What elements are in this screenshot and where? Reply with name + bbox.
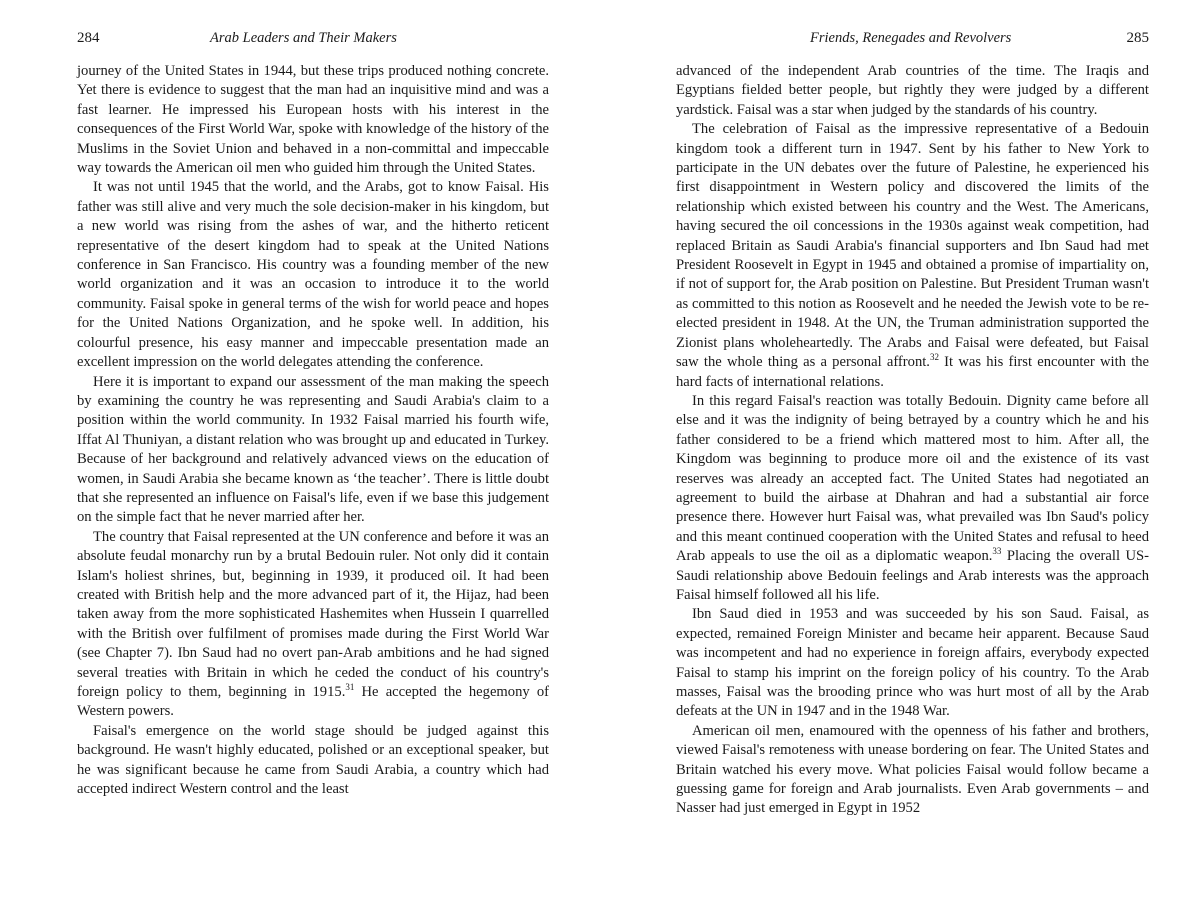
paragraph: Ibn Saud died in 1953 and was succeeded by his son Saud. Faisal, as expected, remained Foreign Minister and became heir apparent. Because Saud was incompetent and had no experience in foreign affairs, everybody expected Faisal to stamp his imprint on the foreign policy of his country. To the Arab masses, Faisal was the brooding prince who was hurt most of all by the Arab defeats at the UN in 1947 and in the 1948 War. bbox=[676, 606, 1149, 720]
footnote-ref: 31 bbox=[345, 682, 355, 693]
paragraph: advanced of the independent Arab countries of the time. The Iraqis and Egyptians fielded better people, but rightly they were judged by a different yardstick. Faisal was a star when judged by the standards of his country. bbox=[676, 63, 1149, 118]
paragraph: Faisal's emergence on the world stage should be judged against this background. He wasn't highly educated, polished or an exceptional speaker, but he was significant because he came from Saudi Arabia, a country which had accepted indirect Western control and the least bbox=[77, 722, 549, 798]
left-page bbox=[77, 0, 549, 898]
paragraph: It was not until 1945 that the world, and the Arabs, got to know Faisal. His father was still alive and very much the sole decision-maker in his kingdom, but a new world was rising from the ashes of war, and the hitherto reticent representative of the desert kingdom had to speak at the United Nations conference in San Francisco. His country was a founding member of the new world organization and it was an occasion to introduce it to the world community. Faisal spoke in general terms of the wish for world peace and hopes for the United Nations Organization, and he spoke well. In addition, his colourful presence, his easy manner and impeccable presentation made an excellent impression on the world delegates attending the conference. bbox=[77, 179, 549, 371]
left-page-number: 284 bbox=[77, 30, 100, 46]
paragraph: American oil men, enamoured with the openness of his father and brothers, viewed Faisal's remoteness with unease bordering on fear. The United States and Britain watched his every move. What policies Faisal would follow became a guessing game for foreign and Arab journalists. Even Arab governments – and Nasser had just emerged in Egypt in 1952 bbox=[676, 722, 1149, 817]
left-running-head bbox=[77, 28, 549, 48]
right-page bbox=[676, 0, 1149, 898]
footnote-ref: 32 bbox=[929, 352, 939, 363]
right-running-head bbox=[676, 28, 1149, 48]
right-page-body bbox=[676, 62, 1149, 819]
paragraph: journey of the United States in 1944, but these trips produced nothing concrete. Yet there is evidence to suggest that the man had an inquisitive mind and was a fast learner. He impressed his European hosts with his interest in the consequences of the First World War, spoke with knowledge of the history of the Muslims in the Soviet Union and behaved in a non-committal and impeccable way towards the American oil men who guided him through the United States. bbox=[77, 63, 549, 177]
right-page-number: 285 bbox=[1126, 30, 1149, 46]
left-running-title: Arab Leaders and Their Makers bbox=[210, 30, 397, 46]
left-page-body bbox=[77, 62, 549, 799]
right-running-title: Friends, Renegades and Revolvers bbox=[810, 30, 1012, 46]
footnote-ref: 33 bbox=[992, 546, 1002, 557]
paragraph: The country that Faisal represented at the UN conference and before it was an absolute feudal monarchy run by a brutal Bedouin ruler. Not only did it contain Islam's holiest shrines, but, beginning in 1939, it produced oil. It had been created with British help and the more advanced part of it, the Hijaz, had been taken away from the more sophisticated Hashemites when Hussein I quarrelled with the British over fulfilment of promises made during the First World War (see Chapter 7). Ibn Saud had no overt pan-Arab ambitions and he had signed several treaties with Britain in which he ceded the conduct of his country's foreign policy to them, beginning in 1915.31 He accepted the hegemony of Western powers. bbox=[77, 528, 549, 720]
paragraph: The celebration of Faisal as the impressive representative of a Bedouin kingdom took a different turn in 1947. Sent by his father to New York to participate in the UN debates over the future of Palestine, he experienced his first disappointment in Western policy and discovered the limits of the relationship which existed between his country and the West. The Americans, having secured the oil concessions in the 1930s against weak competition, had replaced Britain as Saudi Arabia's financial supporters and Ibn Saud had met President Roosevelt in Egypt in 1945 and obtained a promise of impartiality on, if not of support for, the Arab position on Palestine. But President Truman wasn't as committed to this notion as Roosevelt and he needed the Jewish vote to be re-elected president in 1948. At the UN, the Truman administration supported the Zionist plans wholeheartedly. The Arabs and Faisal were defeated, but Faisal saw the whole thing as a personal affront.$^{32}$ It was his first encounter with the hard facts of international relations. bbox=[676, 121, 1149, 390]
paragraph: Here it is important to expand our assessment of the man making the speech by examining the country he was representing and Saudi Arabia's claim to a position within the world community. In 1932 Faisal married his fourth wife, Iffat Al Thuniyan, a distant relation who was brought up and educated in Turkey. Because of her background and relatively advanced views on the education of women, in Saudi Arabia she became known as ‘the teacher’. There is little doubt that she represented an influence on Faisal's life, even if we base this judgement on the simple fact that he never married after her. bbox=[77, 373, 549, 526]
paragraph: In this regard Faisal's reaction was totally Bedouin. Dignity came before all else and it was the indignity of being betrayed by a country which he and his father considered to be a friend which mattered most to him. After all, the Kingdom was beginning to produce more oil and the existence of its vast reserves was already an accepted fact. The United States had negotiated an agreement to build the airbase at Dhahran and had a substantial air force presence there. However hurt Faisal was, what prevailed was Ibn Saud's policy and this meant continued cooperation with the United States and refusal to heed Arab appeals to use the oil as a diplomatic weapon.$^{33}$ Placing the overall US-Saudi relationship above Bedouin feelings and Arab interests was the approach Faisal himself followed all his life. bbox=[676, 392, 1149, 603]
